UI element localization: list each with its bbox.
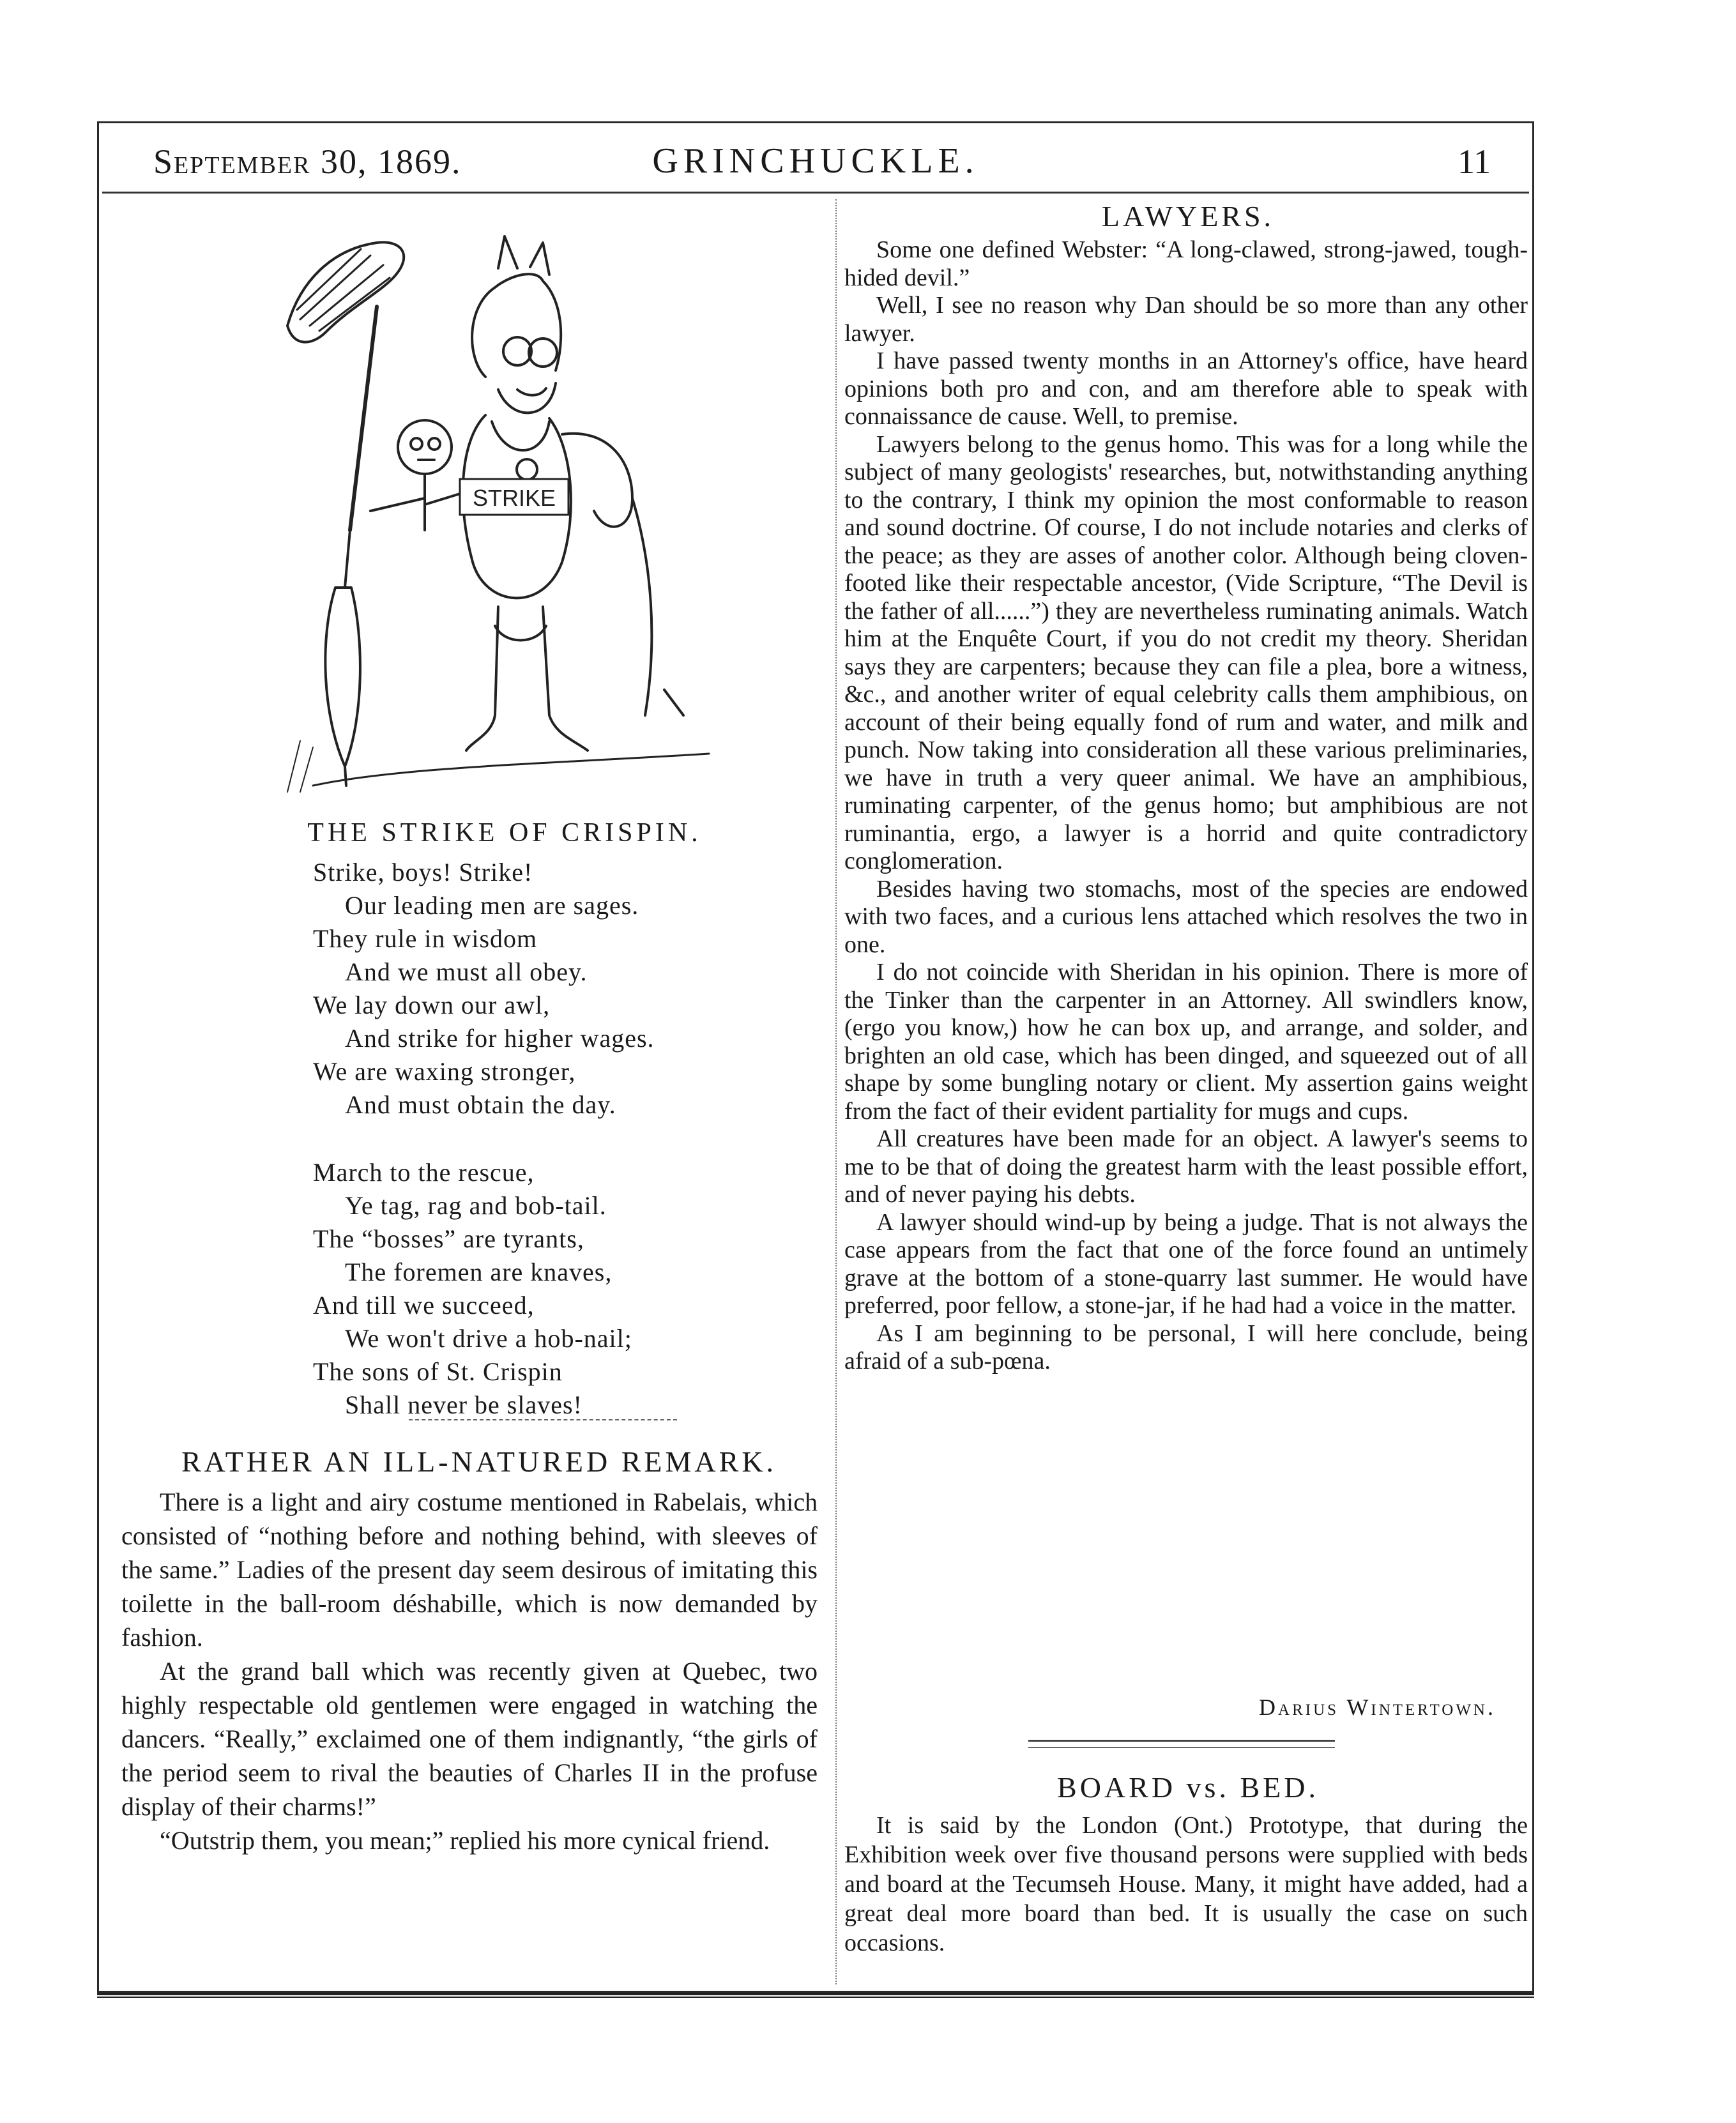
poem-line: March to the rescue, [313,1158,535,1187]
poem-line: The “bosses” are tyrants, [313,1224,584,1253]
article-paragraph: “Outstrip them, you mean;” replied his more cynical friend. [160,1826,770,1855]
poem-line: The foremen are knaves, [345,1258,613,1286]
strike-sign-text: STRIKE [472,485,556,511]
poem-line: The sons of St. Crispin [313,1357,563,1386]
poem-line: And strike for higher wages. [345,1024,655,1053]
lawyers-article-body [844,236,1528,1376]
poem-line: We won't drive a hob-nail; [345,1324,632,1353]
article-paragraph: I do not coincide with Sheridan in his opinion. There is more of the Tinker than the carpenter in an Attorney. All swindlers know, (ergo you know,) how he can box up, and arrange, and solder, and brighten an old case, which has been dinged, and squeezed out of all shape by some bungling notary or client. My assertion gains weight from the fact of their evident partiality for mugs and cups. [844,959,1528,1125]
article-paragraph: Lawyers belong to the genus homo. This was for a long while the subject of many geologists' researches, but, notwithstanding anything to the contrary, I think my opinion the most conformable to reason and sound doctrine. Of course, I do not include notaries and clerks of the peace; as they are asses of another color. Although being cloven-footed like their respectable ancestor, (Vide Scripture, “The Devil is the father of all......”) they are nevertheless ruminating animals. Watch him at the Enquête Court, if you do not credit my theory. Sheridan says they are carpenters; because they can file a plea, bore a witness, &c., and another writer of equal celebrity calls them amphibious, on account of their being equally fond of rum and water, and milk and punch. Now taking into consideration all these various preliminaries, we have in truth a very queer animal. We have an amphibious, ruminating carpenter, of the genus homo; but amphibious are not ruminantia, ergo, a lawyer is a horrid and quite contradictory conglomeration. [844,430,1528,874]
article-paragraph: As I am beginning to be personal, I will here conclude, being afraid of a sub-pœna. [844,1320,1528,1374]
column-divider [835,199,837,1984]
article-paragraph: A lawyer should wind-up by being a judge. That is not always the case appears from the fact that one of the force found an untimely grave at the bottom of a stone-quarry last summer. He would have preferred, poor fellow, a stone-jar, if he had had a voice in the matter. [844,1208,1528,1319]
masthead-title: GRINCHUCKLE. [652,141,979,181]
poem-title: THE STRIKE OF CRISPIN. [307,818,702,848]
header-date: September 30, 1869. [153,142,462,181]
author-signature: Darius Wintertown. [1259,1694,1496,1720]
article-paragraph: Some one defined Webster: “A long-clawed, strong-jawed, tough-hided devil.” [844,236,1528,291]
board-article-title: BOARD vs. BED. [1057,1771,1319,1804]
poem-line: Shall never be slaves! [345,1390,582,1419]
article-paragraph: All creatures have been made for an object. A lawyer's seems to me to be that of doing the greatest harm with the least possible effort, and of never paying his debts. [844,1125,1528,1208]
strike-cartoon-illustration [275,230,735,805]
poem-line: And we must all obey. [345,957,588,986]
poem-stanzas [313,856,798,1422]
article-paragraph: Well, I see no reason why Dan should be so more than any other lawyer. [844,292,1528,347]
poem-line: Ye tag, rag and bob-tail. [345,1191,607,1220]
poem-line: Strike, boys! Strike! [313,858,533,886]
rather-article-title: RATHER AN ILL-NATURED REMARK. [181,1445,777,1478]
poem-line: They rule in wisdom [313,924,538,953]
article-paragraph: I have passed twenty months in an Attorney's office, have heard opinions both pro and con, and am therefore able to speak with connaissance de cause. Well, to premise. [844,347,1528,430]
section-rule [1028,1740,1335,1748]
bottom-rule [97,1993,1534,1998]
page-number: 11 [1458,142,1491,181]
poem-line: We are waxing stronger, [313,1057,576,1086]
article-paragraph: It is said by the London (Ont.) Prototype, that during the Exhibition week over five thousand persons were supplied with beds and board at the Tecumseh House. Many, it might have added, had a great deal more board than bed. It is usually the case on such occasions. [844,1812,1528,1956]
poem-line: And must obtain the day. [345,1090,616,1119]
poem-line: Our leading men are sages. [345,891,639,920]
article-paragraph: There is a light and airy costume mentioned in Rabelais, which consisted of “nothing before and nothing behind, with sleeves of the same.” Ladies of the present day seem desirous of imitating this toilette in the ball-room déshabille, which is now demanded by fashion. [121,1488,818,1652]
article-paragraph: At the grand ball which was recently given at Quebec, two highly respectable old gentlemen were engaged in watching the dancers. “Really,” exclaimed one of them indignantly, “the girls of the period seem to rival the beauties of Charles II in the profuse display of their charms!” [121,1657,818,1821]
page-header [102,128,1529,188]
poem-line: We lay down our awl, [313,991,551,1019]
section-ornament [409,1419,677,1426]
lawyers-article-title: LAWYERS. [1101,200,1275,232]
rather-article-body [121,1485,818,1857]
board-article-body [844,1811,1528,1958]
poem-line: And till we succeed, [313,1291,535,1320]
article-paragraph: Besides having two stomachs, most of the species are endowed with two faces, and a curious lens attached which resolves the two in one. [844,875,1528,958]
header-rule [102,192,1529,194]
